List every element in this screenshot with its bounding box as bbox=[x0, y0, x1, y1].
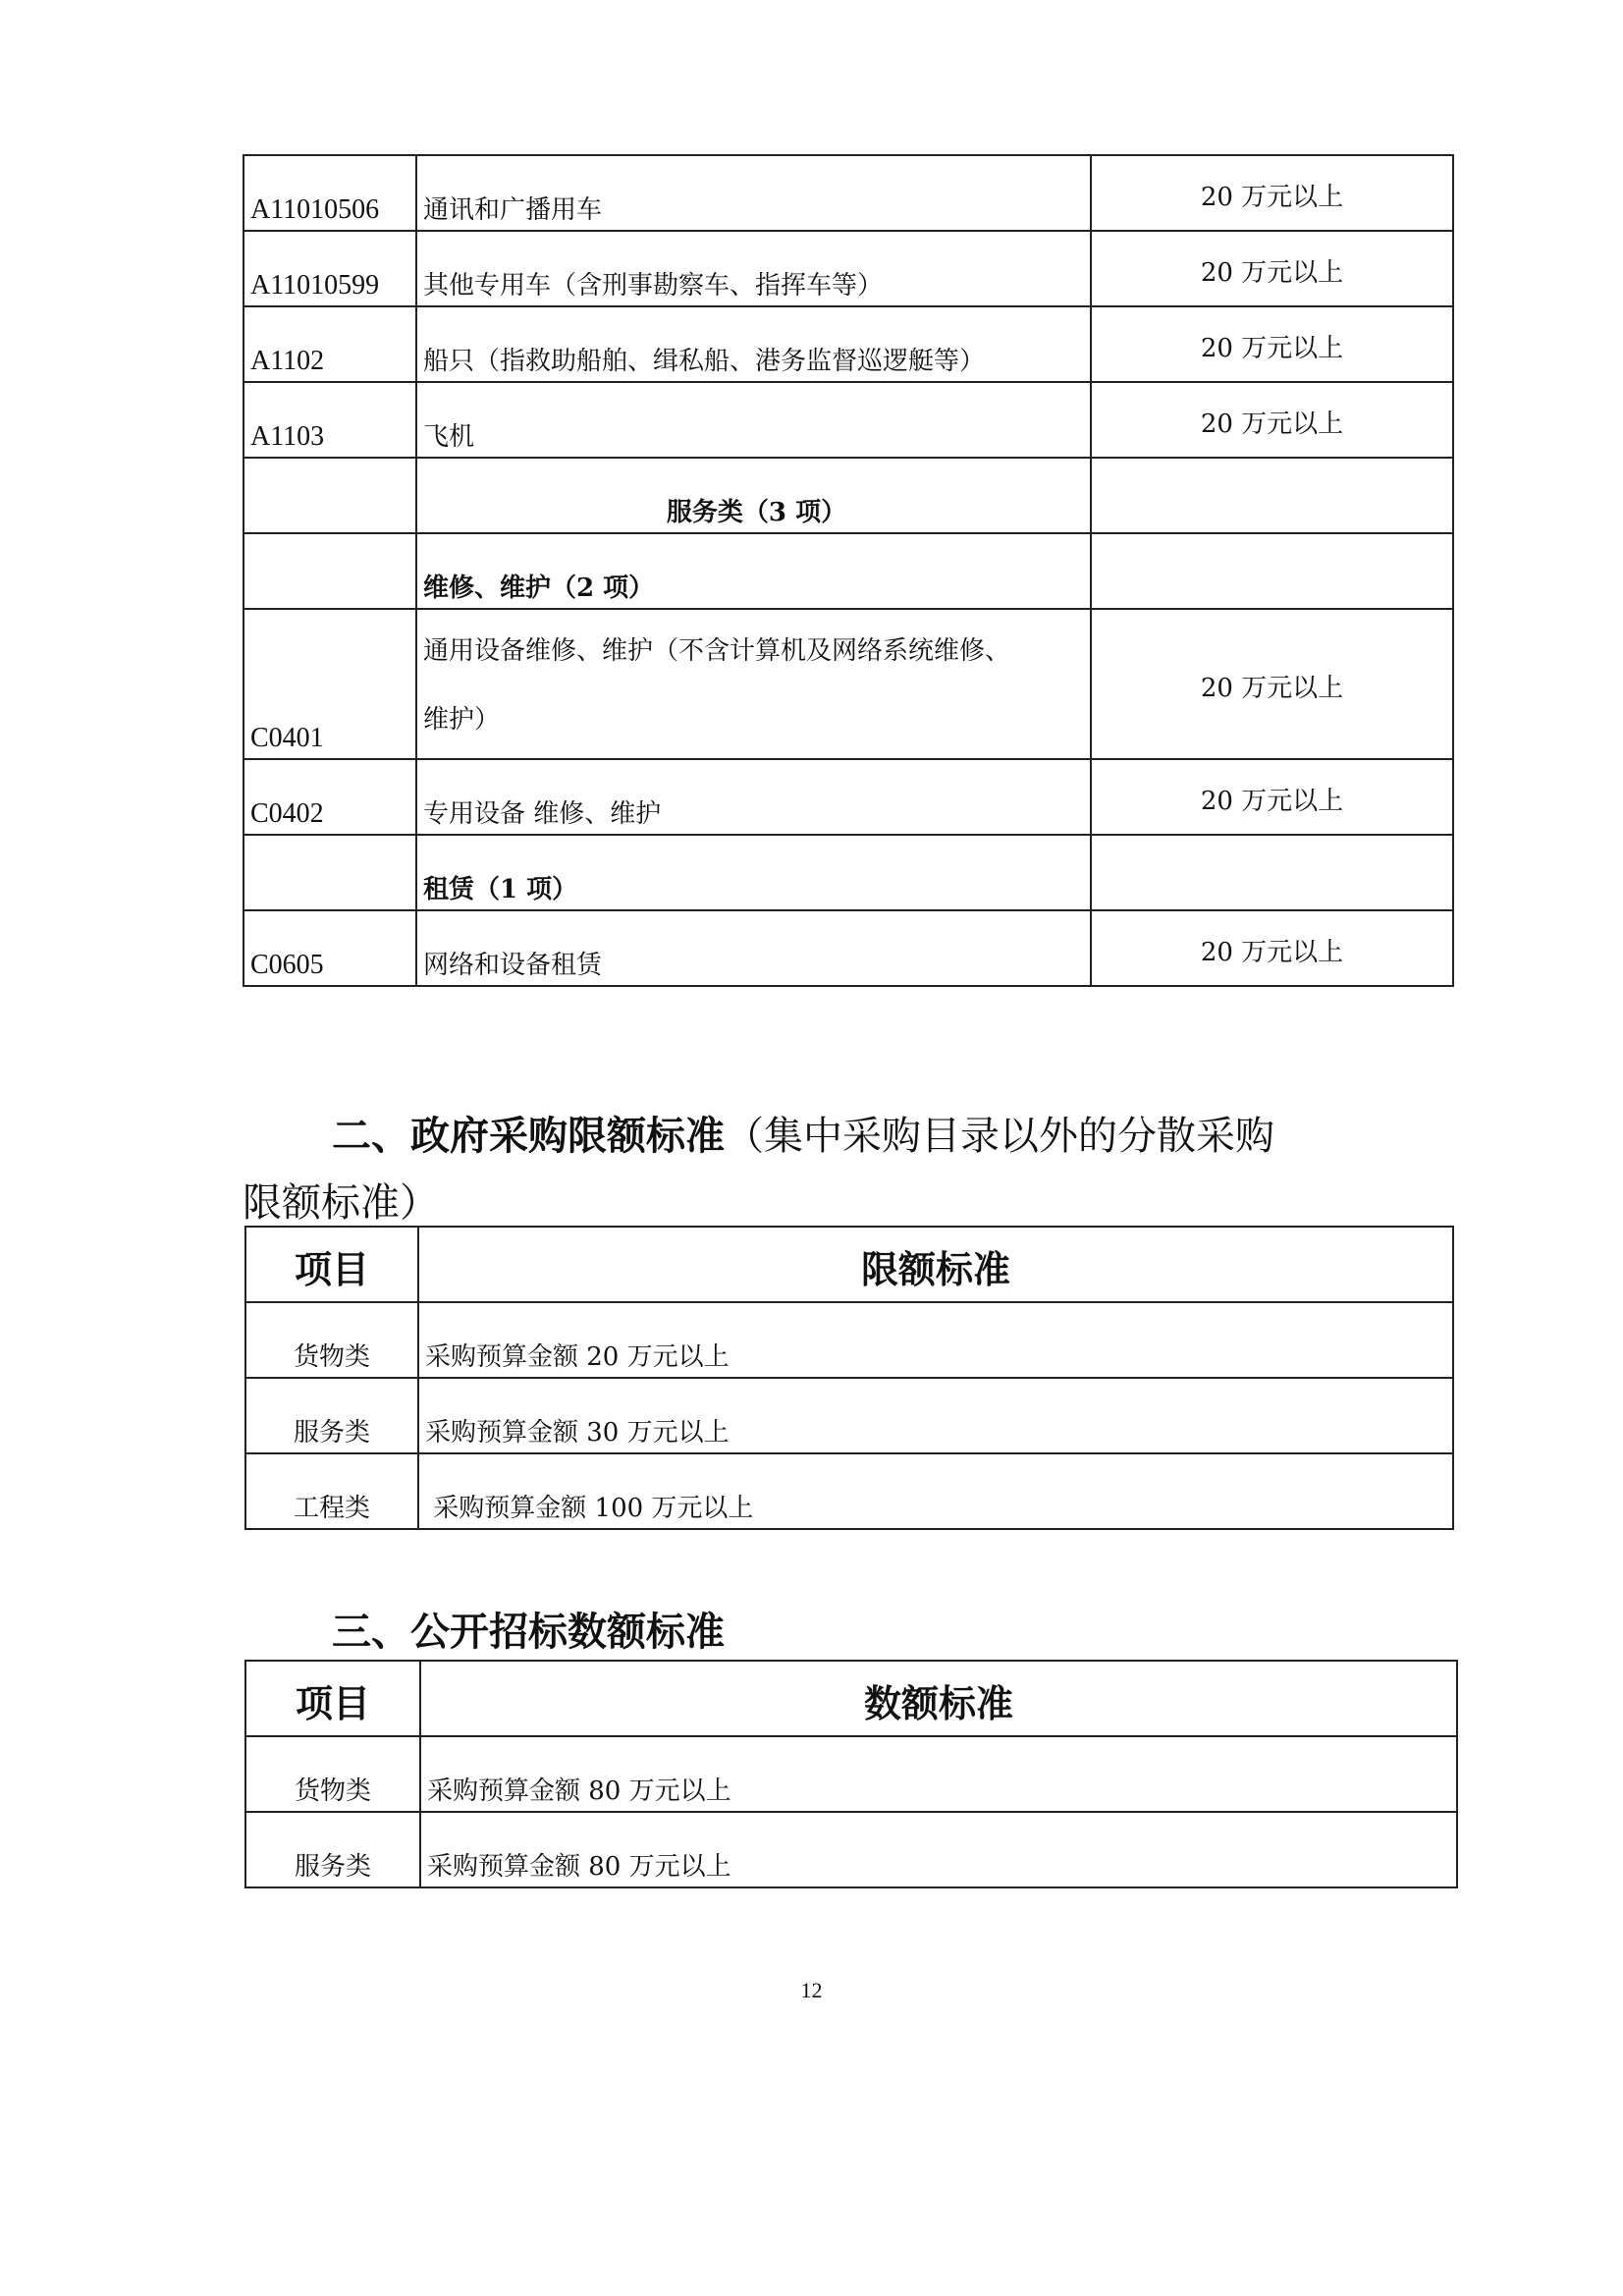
section-3-heading bbox=[332, 1601, 725, 1657]
item-name bbox=[416, 609, 1091, 759]
row-item: 服务类 bbox=[245, 1812, 420, 1887]
item-code: A1103 bbox=[243, 382, 416, 458]
item-name-line: 维护） bbox=[423, 705, 501, 735]
header-item: 项目 bbox=[245, 1227, 418, 1302]
item-code: C0401 bbox=[243, 609, 416, 759]
table-row bbox=[243, 910, 1453, 986]
item-amount: 20 万元以上 bbox=[1091, 609, 1453, 759]
limit-standard-table bbox=[244, 1226, 1454, 1530]
table-row bbox=[245, 1302, 1453, 1378]
public-tender-table bbox=[244, 1660, 1458, 1888]
item-code: A1102 bbox=[243, 306, 416, 382]
item-code bbox=[243, 533, 416, 609]
table-header-row bbox=[245, 1227, 1453, 1302]
item-amount: 20 万元以上 bbox=[1091, 231, 1453, 306]
table-row bbox=[243, 609, 1453, 759]
item-name: 飞机 bbox=[416, 382, 1091, 458]
item-name: 船只（指救助船舶、缉私船、港务监督巡逻艇等） bbox=[416, 306, 1091, 382]
page-number: 12 bbox=[800, 1978, 823, 2002]
category-row bbox=[243, 458, 1453, 533]
table-row bbox=[243, 231, 1453, 306]
table-row bbox=[243, 382, 1453, 458]
row-item: 服务类 bbox=[245, 1378, 418, 1453]
item-code bbox=[243, 458, 416, 533]
item-amount bbox=[1091, 835, 1453, 910]
item-amount: 20 万元以上 bbox=[1091, 155, 1453, 231]
table-row bbox=[245, 1453, 1453, 1529]
table-header-row bbox=[245, 1661, 1457, 1736]
item-amount bbox=[1091, 458, 1453, 533]
subcategory-row bbox=[243, 835, 1453, 910]
subcategory-heading: 租赁（1 项） bbox=[416, 835, 1091, 910]
table-row bbox=[243, 155, 1453, 231]
header-standard: 数额标准 bbox=[420, 1661, 1457, 1736]
item-name: 其他专用车（含刑事勘察车、指挥车等） bbox=[416, 231, 1091, 306]
table-row bbox=[245, 1812, 1457, 1887]
item-amount: 20 万元以上 bbox=[1091, 910, 1453, 986]
section-2-heading bbox=[332, 1105, 1274, 1161]
section-2-title-rest: （集中采购目录以外的分散采购 bbox=[725, 1114, 1274, 1159]
item-name: 网络和设备租赁 bbox=[416, 910, 1091, 986]
row-standard: 采购预算金额 80 万元以上 bbox=[420, 1812, 1457, 1887]
table-row bbox=[245, 1736, 1457, 1812]
row-standard: 采购预算金额 100 万元以上 bbox=[418, 1453, 1453, 1529]
table-row bbox=[243, 759, 1453, 835]
item-name: 通讯和广播用车 bbox=[416, 155, 1091, 231]
header-item: 项目 bbox=[245, 1661, 420, 1736]
row-standard: 采购预算金额 80 万元以上 bbox=[420, 1736, 1457, 1812]
row-item: 货物类 bbox=[245, 1736, 420, 1812]
section-3-title: 三、公开招标数额标准 bbox=[332, 1610, 725, 1655]
item-code: C0605 bbox=[243, 910, 416, 986]
catalog-table bbox=[243, 154, 1454, 987]
item-amount: 20 万元以上 bbox=[1091, 382, 1453, 458]
item-code bbox=[243, 835, 416, 910]
section-2-heading-continuation: 限额标准） bbox=[243, 1180, 439, 1226]
section-2-title-bold: 二、政府采购限额标准 bbox=[332, 1114, 725, 1159]
row-item: 工程类 bbox=[245, 1453, 418, 1529]
item-code: C0402 bbox=[243, 759, 416, 835]
header-standard: 限额标准 bbox=[418, 1227, 1453, 1302]
table-row bbox=[245, 1378, 1453, 1453]
row-item: 货物类 bbox=[245, 1302, 418, 1378]
category-heading: 服务类（3 项） bbox=[416, 458, 1091, 533]
subcategory-row bbox=[243, 533, 1453, 609]
item-amount bbox=[1091, 533, 1453, 609]
item-code: A11010506 bbox=[243, 155, 416, 231]
item-name: 专用设备 维修、维护 bbox=[416, 759, 1091, 835]
item-code: A11010599 bbox=[243, 231, 416, 306]
item-amount: 20 万元以上 bbox=[1091, 759, 1453, 835]
table-row bbox=[243, 306, 1453, 382]
item-amount: 20 万元以上 bbox=[1091, 306, 1453, 382]
subcategory-heading: 维修、维护（2 项） bbox=[416, 533, 1091, 609]
item-name-line: 通用设备维修、维护（不含计算机及网络系统维修、 bbox=[423, 636, 1011, 666]
row-standard: 采购预算金额 30 万元以上 bbox=[418, 1378, 1453, 1453]
row-standard: 采购预算金额 20 万元以上 bbox=[418, 1302, 1453, 1378]
